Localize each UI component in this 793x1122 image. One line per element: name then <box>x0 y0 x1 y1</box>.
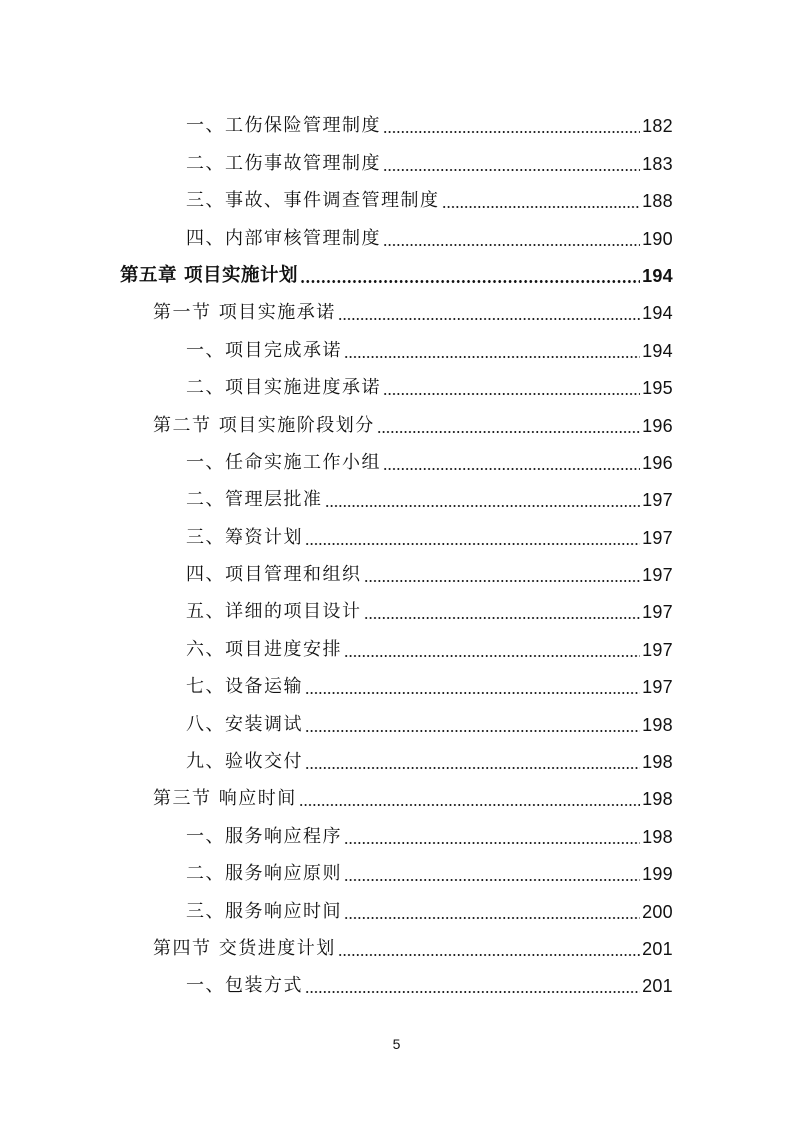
toc-entry-page: 198 <box>642 752 673 773</box>
toc-dot-leader <box>299 804 640 806</box>
toc-dot-leader <box>383 468 640 470</box>
toc-dot-leader <box>325 505 641 507</box>
toc-entry-page: 198 <box>642 789 673 810</box>
toc-item-entry[interactable] <box>0 549 793 586</box>
toc-entry-title: 一、包装方式 <box>186 975 303 997</box>
toc-dot-leader <box>305 692 640 694</box>
toc-section-entry[interactable] <box>0 287 793 324</box>
toc-entry-page: 194 <box>642 340 673 361</box>
toc-item-entry[interactable] <box>0 212 793 249</box>
toc-entry-title: 一、任命实施工作小组 <box>186 451 381 473</box>
toc-entry-title: 二、管理层批准 <box>186 489 323 511</box>
toc-entry-title: 三、服务响应时间 <box>186 900 342 922</box>
toc-entry-title: 第四节 交货进度计划 <box>153 937 336 959</box>
toc-dot-leader <box>364 617 641 619</box>
toc-section-entry[interactable] <box>0 923 793 960</box>
toc-entry-title: 四、项目管理和组织 <box>186 564 362 586</box>
toc-item-entry[interactable] <box>0 511 793 548</box>
toc-dot-leader <box>305 767 640 769</box>
toc-dot-leader <box>383 131 640 133</box>
toc-item-entry[interactable] <box>0 960 793 997</box>
toc-entry-page: 196 <box>642 415 673 436</box>
toc-entry-page: 201 <box>642 938 673 959</box>
toc-entry-page: 199 <box>642 864 673 885</box>
toc-entry-page: 194 <box>642 303 673 324</box>
toc-entry-page: 197 <box>642 602 673 623</box>
toc-item-entry[interactable] <box>0 362 793 399</box>
toc-dot-leader <box>300 280 640 283</box>
toc-dot-leader <box>383 393 640 395</box>
toc-item-entry[interactable] <box>0 885 793 922</box>
toc-entry-title: 三、事故、事件调查管理制度 <box>186 190 440 212</box>
toc-entry-page: 200 <box>642 901 673 922</box>
toc-item-entry[interactable] <box>0 698 793 735</box>
toc-entry-title: 三、筹资计划 <box>186 526 303 548</box>
toc-entry-page: 197 <box>642 490 673 511</box>
page-number: 5 <box>392 1036 401 1052</box>
toc-entry-page: 198 <box>642 826 673 847</box>
toc-dot-leader <box>344 879 640 881</box>
table-of-contents <box>0 100 793 997</box>
toc-entry-title: 八、安装调试 <box>186 713 303 735</box>
toc-entry-title: 一、服务响应程序 <box>186 825 342 847</box>
toc-entry-page: 197 <box>642 639 673 660</box>
toc-item-entry[interactable] <box>0 623 793 660</box>
toc-entry-title: 九、验收交付 <box>186 751 303 773</box>
toc-item-entry[interactable] <box>0 810 793 847</box>
toc-entry-title: 二、服务响应原则 <box>186 863 342 885</box>
toc-item-entry[interactable] <box>0 437 793 474</box>
toc-dot-leader <box>305 543 640 545</box>
toc-item-entry[interactable] <box>0 586 793 623</box>
toc-entry-title: 一、工伤保险管理制度 <box>186 115 381 137</box>
toc-dot-leader <box>344 356 640 358</box>
toc-entry-page: 196 <box>642 452 673 473</box>
toc-entry-page: 194 <box>642 265 673 286</box>
toc-dot-leader <box>442 206 641 208</box>
toc-item-entry[interactable] <box>0 474 793 511</box>
toc-dot-leader <box>344 917 640 919</box>
toc-entry-title: 五、详细的项目设计 <box>186 601 362 623</box>
toc-dot-leader <box>364 580 641 582</box>
toc-entry-page: 197 <box>642 527 673 548</box>
toc-section-entry[interactable] <box>0 399 793 436</box>
toc-entry-title: 第二节 项目实施阶段划分 <box>153 414 375 436</box>
toc-entry-page: 182 <box>642 116 673 137</box>
toc-dot-leader <box>383 244 640 246</box>
toc-dot-leader <box>305 730 640 732</box>
toc-entry-title: 一、项目完成承诺 <box>186 339 342 361</box>
toc-item-entry[interactable] <box>0 848 793 885</box>
toc-dot-leader <box>305 991 640 993</box>
toc-entry-title: 二、工伤事故管理制度 <box>186 152 381 174</box>
toc-entry-title: 二、项目实施进度承诺 <box>186 377 381 399</box>
toc-entry-title: 四、内部审核管理制度 <box>186 227 381 249</box>
toc-item-entry[interactable] <box>0 175 793 212</box>
toc-dot-leader <box>344 842 640 844</box>
toc-entry-title: 六、项目进度安排 <box>186 638 342 660</box>
toc-entry-page: 190 <box>642 228 673 249</box>
toc-dot-leader <box>344 655 640 657</box>
toc-entry-title: 第三节 响应时间 <box>153 788 297 810</box>
toc-dot-leader <box>338 954 640 956</box>
toc-entry-page: 195 <box>642 378 673 399</box>
toc-entry-title: 第五章 项目实施计划 <box>120 264 298 286</box>
toc-dot-leader <box>383 169 640 171</box>
toc-section-entry[interactable] <box>0 773 793 810</box>
toc-dot-leader <box>338 318 640 320</box>
toc-item-entry[interactable] <box>0 324 793 361</box>
toc-entry-title: 七、设备运输 <box>186 676 303 698</box>
toc-entry-page: 188 <box>642 191 673 212</box>
toc-entry-page: 197 <box>642 677 673 698</box>
toc-item-entry[interactable] <box>0 736 793 773</box>
toc-item-entry[interactable] <box>0 137 793 174</box>
toc-entry-page: 183 <box>642 153 673 174</box>
toc-dot-leader <box>377 431 640 433</box>
toc-entry-page: 201 <box>642 976 673 997</box>
toc-item-entry[interactable] <box>0 661 793 698</box>
toc-entry-page: 197 <box>642 565 673 586</box>
toc-item-entry[interactable] <box>0 100 793 137</box>
toc-entry-title: 第一节 项目实施承诺 <box>153 302 336 324</box>
toc-entry-page: 198 <box>642 714 673 735</box>
toc-chapter-entry[interactable] <box>0 250 793 287</box>
